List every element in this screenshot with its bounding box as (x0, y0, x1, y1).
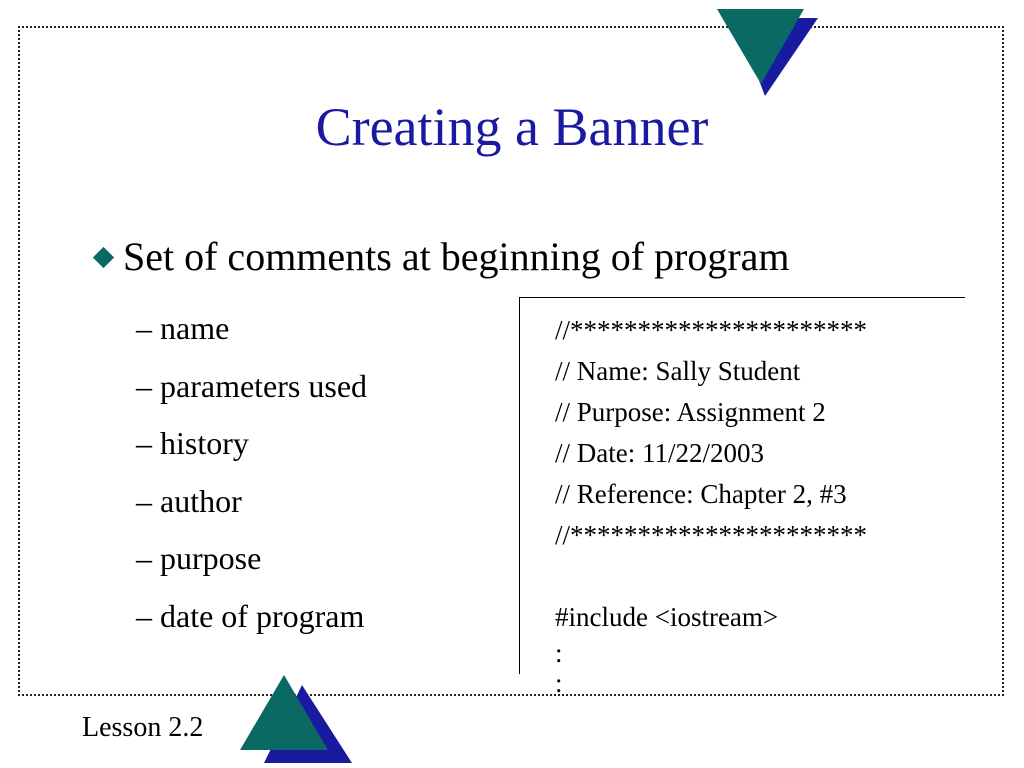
sub-item-parameters: – parameters used (136, 367, 368, 404)
code-line: //********************** (555, 520, 868, 550)
slide-title: Creating a Banner (315, 97, 709, 157)
sub-bullet-list (136, 300, 367, 645)
top-triangle-icon (717, 9, 818, 96)
code-continuation: : (555, 668, 563, 698)
sub-item-name: – name (136, 310, 230, 346)
code-include-line: #include <iostream> (555, 602, 779, 632)
diamond-bullet-icon (93, 247, 114, 268)
code-line: // Name: Sally Student (555, 356, 801, 386)
bottom-triangle-icon (240, 675, 352, 763)
code-line: // Purpose: Assignment 2 (555, 397, 826, 427)
code-line: // Date: 11/22/2003 (555, 438, 764, 468)
code-continuation: : (555, 638, 563, 668)
code-line: //********************** (555, 315, 868, 345)
main-bullet (90, 234, 790, 279)
footer-lesson-label: Lesson 2.2 (82, 712, 204, 743)
sub-item-purpose: – purpose (136, 540, 262, 576)
sub-item-author: – author (136, 482, 242, 519)
sub-item-history: – history (136, 425, 249, 461)
sub-item-date: – date of program (136, 597, 365, 634)
code-blank-line (555, 556, 867, 597)
main-bullet-text: Set of comments at beginning of program (123, 234, 790, 279)
code-listing (555, 310, 867, 698)
code-line: // Reference: Chapter 2, #3 (555, 479, 847, 509)
